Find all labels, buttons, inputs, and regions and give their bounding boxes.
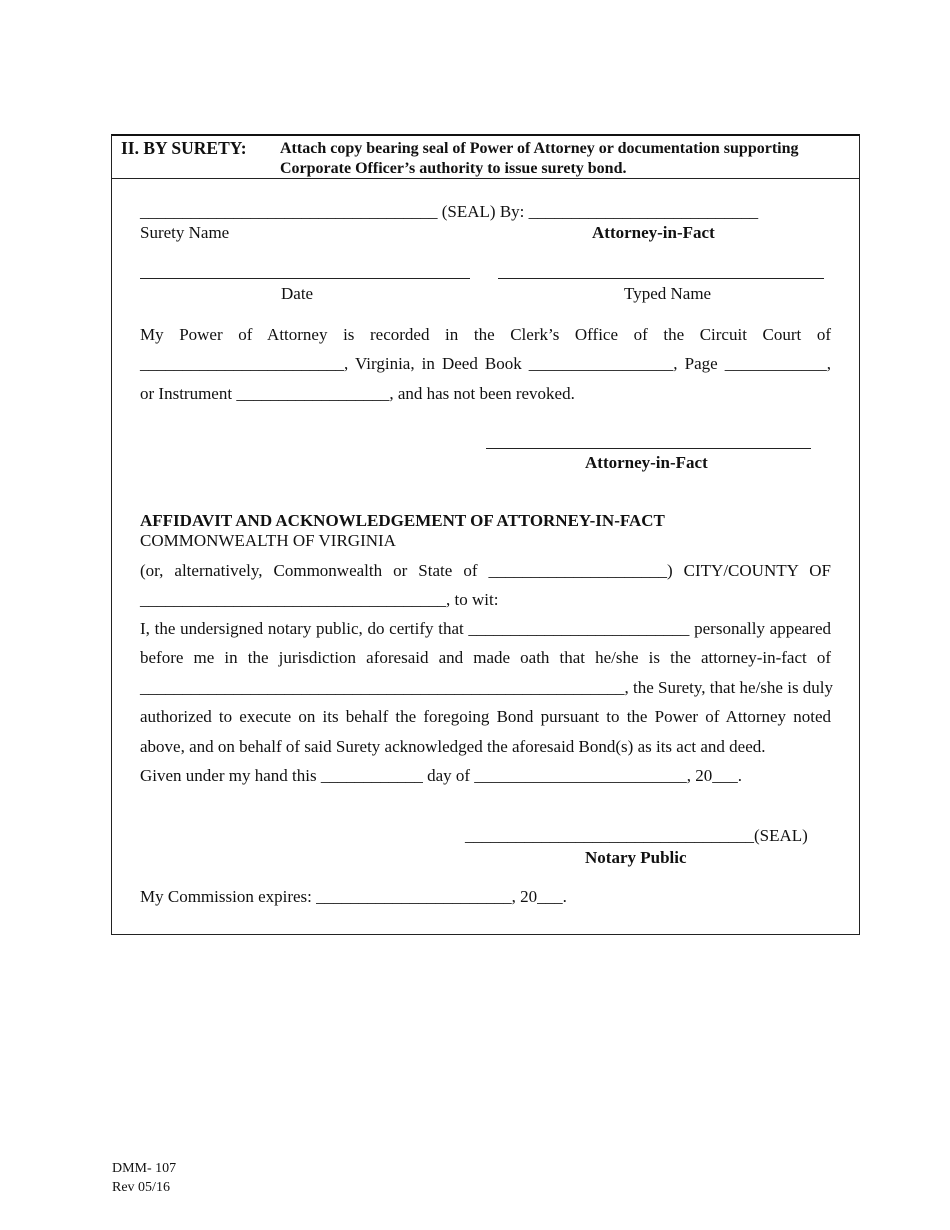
typed-name-label: Typed Name — [624, 284, 712, 303]
affidavit-line-3[interactable]: I, the undersigned notary public, do certify that __________________________ personally appeared — [140, 619, 831, 638]
date-label: Date — [281, 284, 314, 303]
attorney-in-fact-label: Attorney-in-Fact — [592, 223, 715, 242]
poa-line-2[interactable]: ________________________, Virginia, in Deed Book _________________, Page ____________, — [140, 354, 831, 373]
revision-date: Rev 05/16 — [112, 1180, 170, 1195]
header-divider — [111, 178, 860, 179]
affidavit-line-7: above, and on behalf of said Surety acknowledged the aforesaid Bond(s) as its act and deed. — [140, 737, 766, 756]
notary-public-label: Notary Public — [585, 848, 687, 867]
form-number: DMM- 107 — [112, 1161, 177, 1176]
affidavit-line-4: before me in the jurisdiction aforesaid and made oath that he/she is the attorney-in-fact of — [140, 648, 831, 667]
affidavit-line-5[interactable]: _________________________________________________________, the Surety, that he/she is duly — [140, 678, 834, 697]
affidavit-state: COMMONWEALTH OF VIRGINIA — [140, 531, 396, 550]
typed-name-line[interactable] — [498, 278, 824, 279]
affidavit-line-6: authorized to execute on its behalf the foregoing Bond pursuant to the Power of Attorney noted — [140, 707, 831, 726]
poa-attorney-label: Attorney-in-Fact — [585, 453, 708, 472]
section-instruction-line1: Attach copy bearing seal of Power of Attorney or documentation supporting — [280, 140, 799, 157]
section-instruction-line2: Corporate Officer’s authority to issue surety bond. — [280, 160, 627, 177]
poa-line-3[interactable]: or Instrument __________________, and has not been revoked. — [140, 384, 575, 403]
affidavit-line-2[interactable]: ____________________________________, to wit: — [140, 590, 499, 609]
date-line[interactable] — [140, 278, 470, 279]
notary-signature-line[interactable]: __________________________________(SEAL) — [465, 826, 808, 845]
affidavit-line-8[interactable]: Given under my hand this ____________ day of _________________________, 20___. — [140, 766, 743, 785]
affidavit-title: AFFIDAVIT AND ACKNOWLEDGEMENT OF ATTORNEY-IN-FACT — [140, 511, 665, 530]
poa-attorney-signature-line[interactable] — [486, 448, 811, 449]
surety-signature-line[interactable]: ___________________________________ (SEAL) By: ___________________________ — [140, 202, 759, 221]
commission-expires-line[interactable]: My Commission expires: _______________________, 20___. — [140, 887, 567, 906]
poa-line-1: My Power of Attorney is recorded in the Clerk’s Office of the Circuit Court of — [140, 325, 831, 344]
section-label: II. BY SURETY: — [121, 138, 247, 158]
surety-name-label: Surety Name — [140, 223, 230, 242]
affidavit-line-1[interactable]: (or, alternatively, Commonwealth or State of _____________________) CITY/COUNTY OF — [140, 561, 831, 580]
